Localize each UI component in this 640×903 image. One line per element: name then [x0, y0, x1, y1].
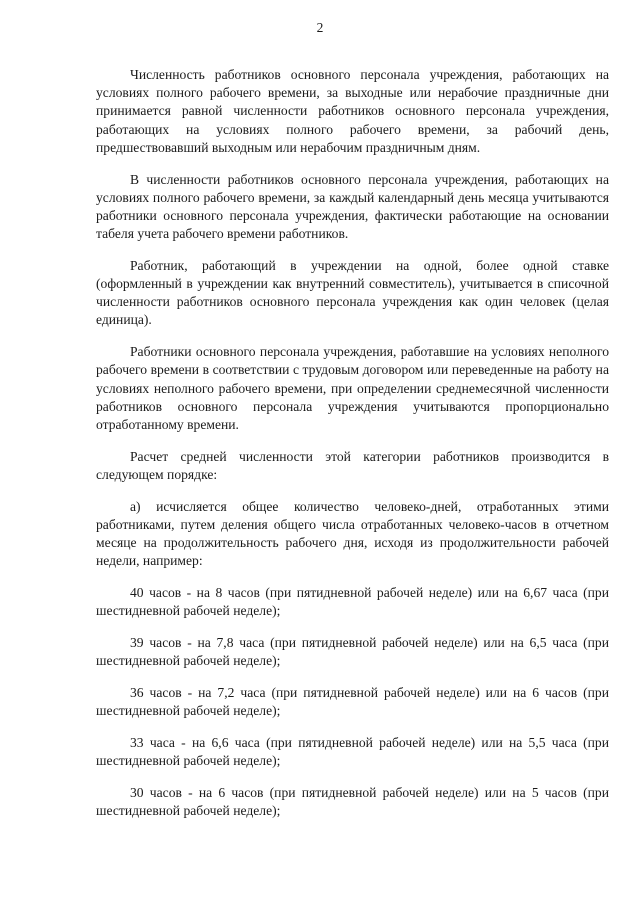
hours-example-36: 36 часов - на 7,2 часа (при пятидневной рабочей неделе) или на 6 часов (при шестидневной рабочей неделе); [96, 684, 609, 718]
hours-example-33: 33 часа - на 6,6 часа (при пятидневной рабочей неделе) или на 5,5 часа (при шестидневной рабочей неделе); [96, 734, 609, 768]
paragraph-single-person-count: Работник, работающий в учреждении на одной, более одной ставке (оформленный в учреждении как внутренний совместитель), учитывается в списочной численности работников основного персонала учреждения как один человек (целая единица). [96, 257, 609, 328]
hours-example-39: 39 часов - на 7,8 часа (при пятидневной рабочей неделе) или на 6,5 часа (при шестидневной рабочей неделе); [96, 634, 609, 668]
page-number: 2 [316, 20, 324, 35]
paragraph-calendar-day-count: В численности работников основного персонала учреждения, работающих на условиях полного рабочего времени, за каждый календарный день месяца учитываются работники основного персонала учреждения, фактически работающие на основании табеля учета рабочего времени работников. [96, 171, 609, 242]
paragraph-calculation-order: Расчет средней численности этой категории работников производится в следующем порядке: [96, 448, 609, 482]
hours-example-30: 30 часов - на 6 часов (при пятидневной рабочей неделе) или на 5 часов (при шестидневной рабочей неделе); [96, 784, 609, 818]
document-body [96, 66, 609, 833]
hours-example-40: 40 часов - на 8 часов (при пятидневной рабочей неделе) или на 6,67 часа (при шестидневной рабочей неделе); [96, 584, 609, 619]
paragraph-person-days: а) исчисляется общее количество человеко-дней, отработанных этими работниками, путем деления общего числа отработанных человеко-часов в отчетном месяце на продолжительность рабочего дня, исходя из продолжительности рабочей недели, например: [96, 498, 609, 569]
paragraph-part-time-workers: Работники основного персонала учреждения, работавшие на условиях неполного рабочего времени в соответствии с трудовым договором или переведенные на работу на условиях неполного рабочего времени, при определении среднемесячной численности работников основного персонала учреждения учитываются пропорционально отработанному времени. [96, 344, 609, 432]
paragraph-full-time-holidays: Численность работников основного персонала учреждения, работающих на условиях полного рабочего времени, за выходные или нерабочие праздничные дни принимается равной численности работников основного персонала учреждения, работающих на условиях полного рабочего времени, за рабочий день, предшествовавший выходным или нерабочим праздничным дням. [96, 67, 609, 155]
